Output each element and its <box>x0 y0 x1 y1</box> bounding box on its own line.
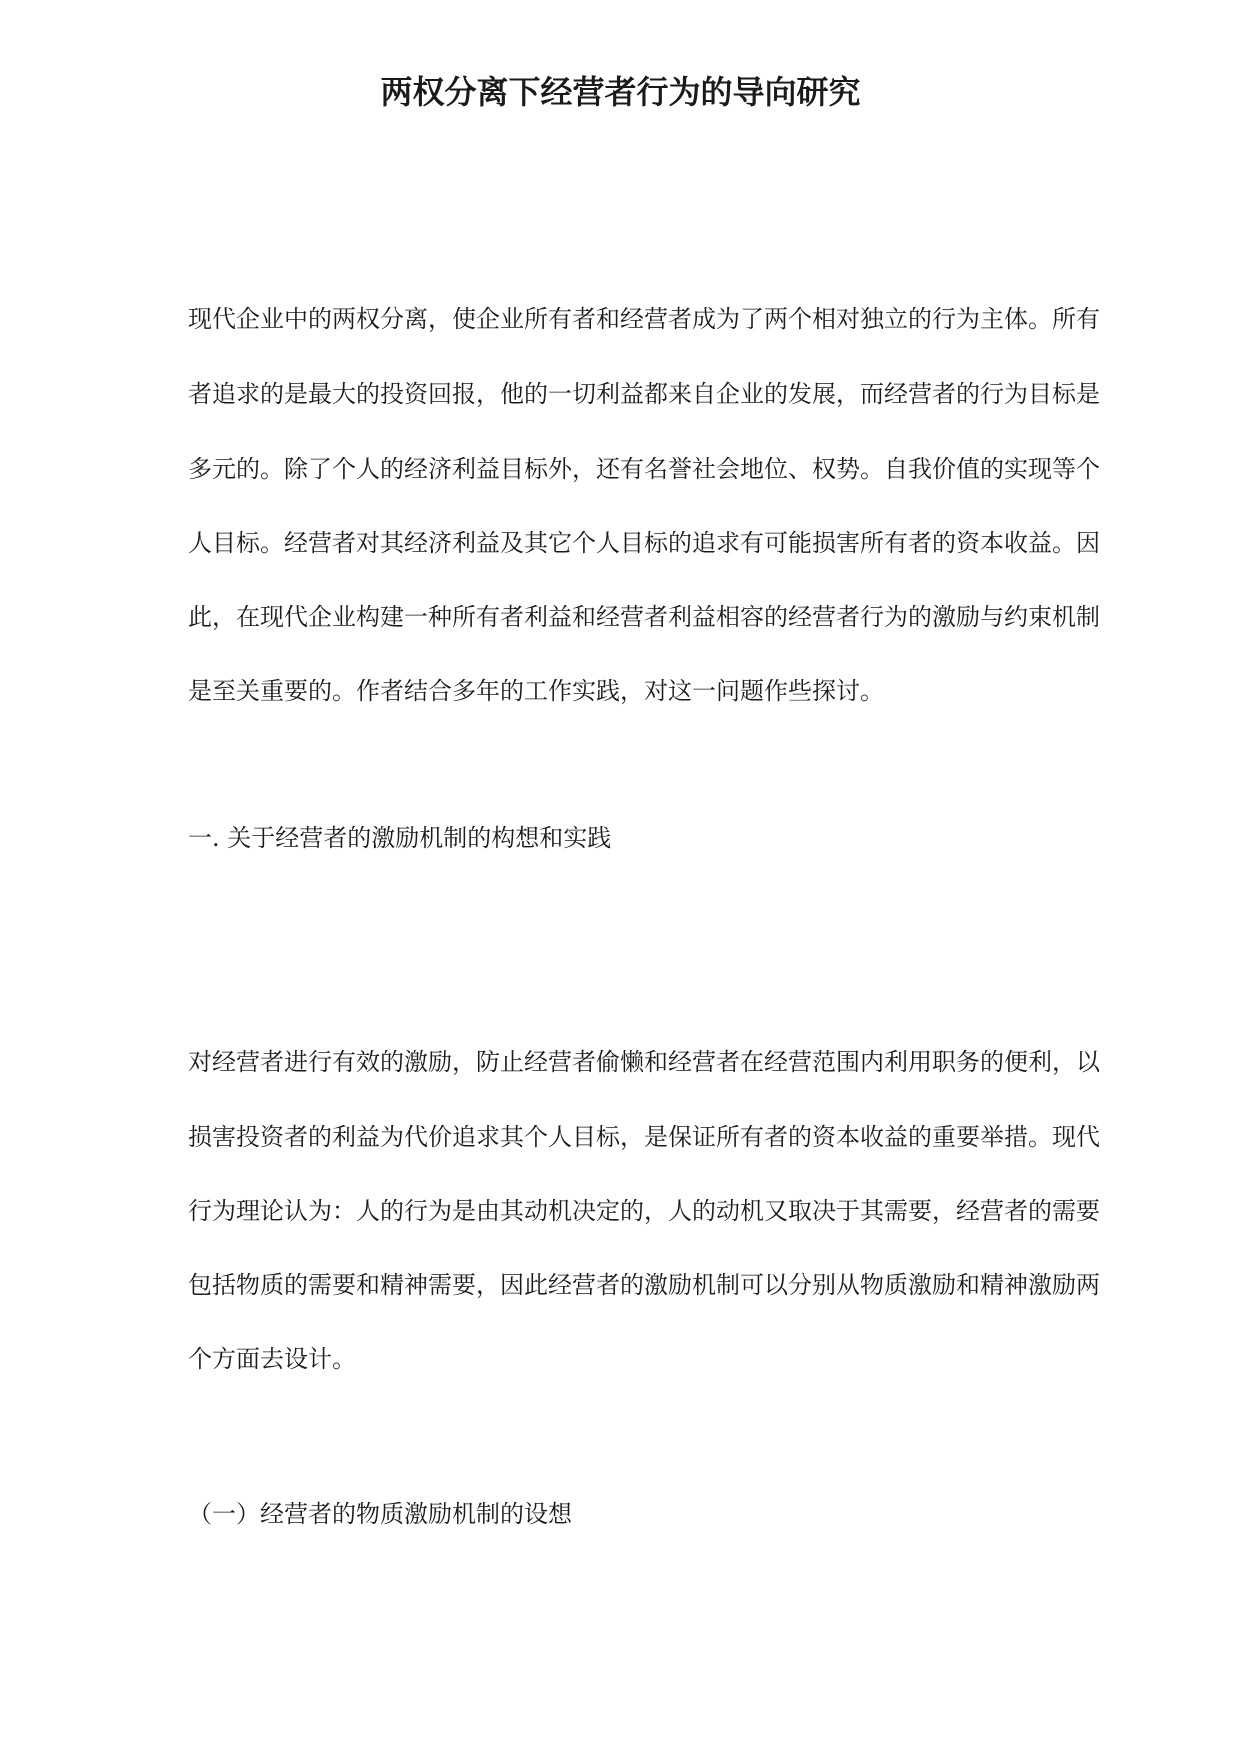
paragraph1-line: 是至关重要的。作者结合多年的工作实践，对这一问题作些探讨。 <box>188 677 884 705</box>
paragraph1-line: 者追求的是最大的投资回报，他的一切利益都来自企业的发展，而经营者的行为目标是 <box>188 380 1100 408</box>
paragraph1-line: 现代企业中的两权分离，使企业所有者和经营者成为了两个相对独立的行为主体。所有 <box>188 305 1100 333</box>
section-heading-1: 一. 关于经营者的激励机制的构想和实践 <box>188 824 612 852</box>
paragraph2-line: 个方面去设计。 <box>188 1345 356 1373</box>
section-heading-2: （一）经营者的物质激励机制的设想 <box>188 1500 572 1528</box>
paragraph2-line: 损害投资者的利益为代价追求其个人目标，是保证所有者的资本收益的重要举措。现代 <box>188 1123 1100 1151</box>
paragraph2-line: 对经营者进行有效的激励，防止经营者偷懒和经营者在经营范围内利用职务的便利，以 <box>188 1048 1100 1076</box>
paragraph2-line: 行为理论认为：人的行为是由其动机决定的，人的动机又取决于其需要，经营者的需要 <box>188 1197 1100 1225</box>
document-title: 两权分离下经营者行为的导向研究 <box>380 73 861 111</box>
paragraph1-line: 人目标。经营者对其经济利益及其它个人目标的追求有可能损害所有者的资本收益。因 <box>188 529 1100 557</box>
paragraph1-line: 多元的。除了个人的经济利益目标外，还有名誉社会地位、权势。自我价值的实现等个 <box>188 455 1100 483</box>
paragraph2-line: 包括物质的需要和精神需要，因此经营者的激励机制可以分别从物质激励和精神激励两 <box>188 1271 1100 1299</box>
paragraph1-line: 此，在现代企业构建一种所有者利益和经营者利益相容的经营者行为的激励与约束机制 <box>188 603 1100 631</box>
